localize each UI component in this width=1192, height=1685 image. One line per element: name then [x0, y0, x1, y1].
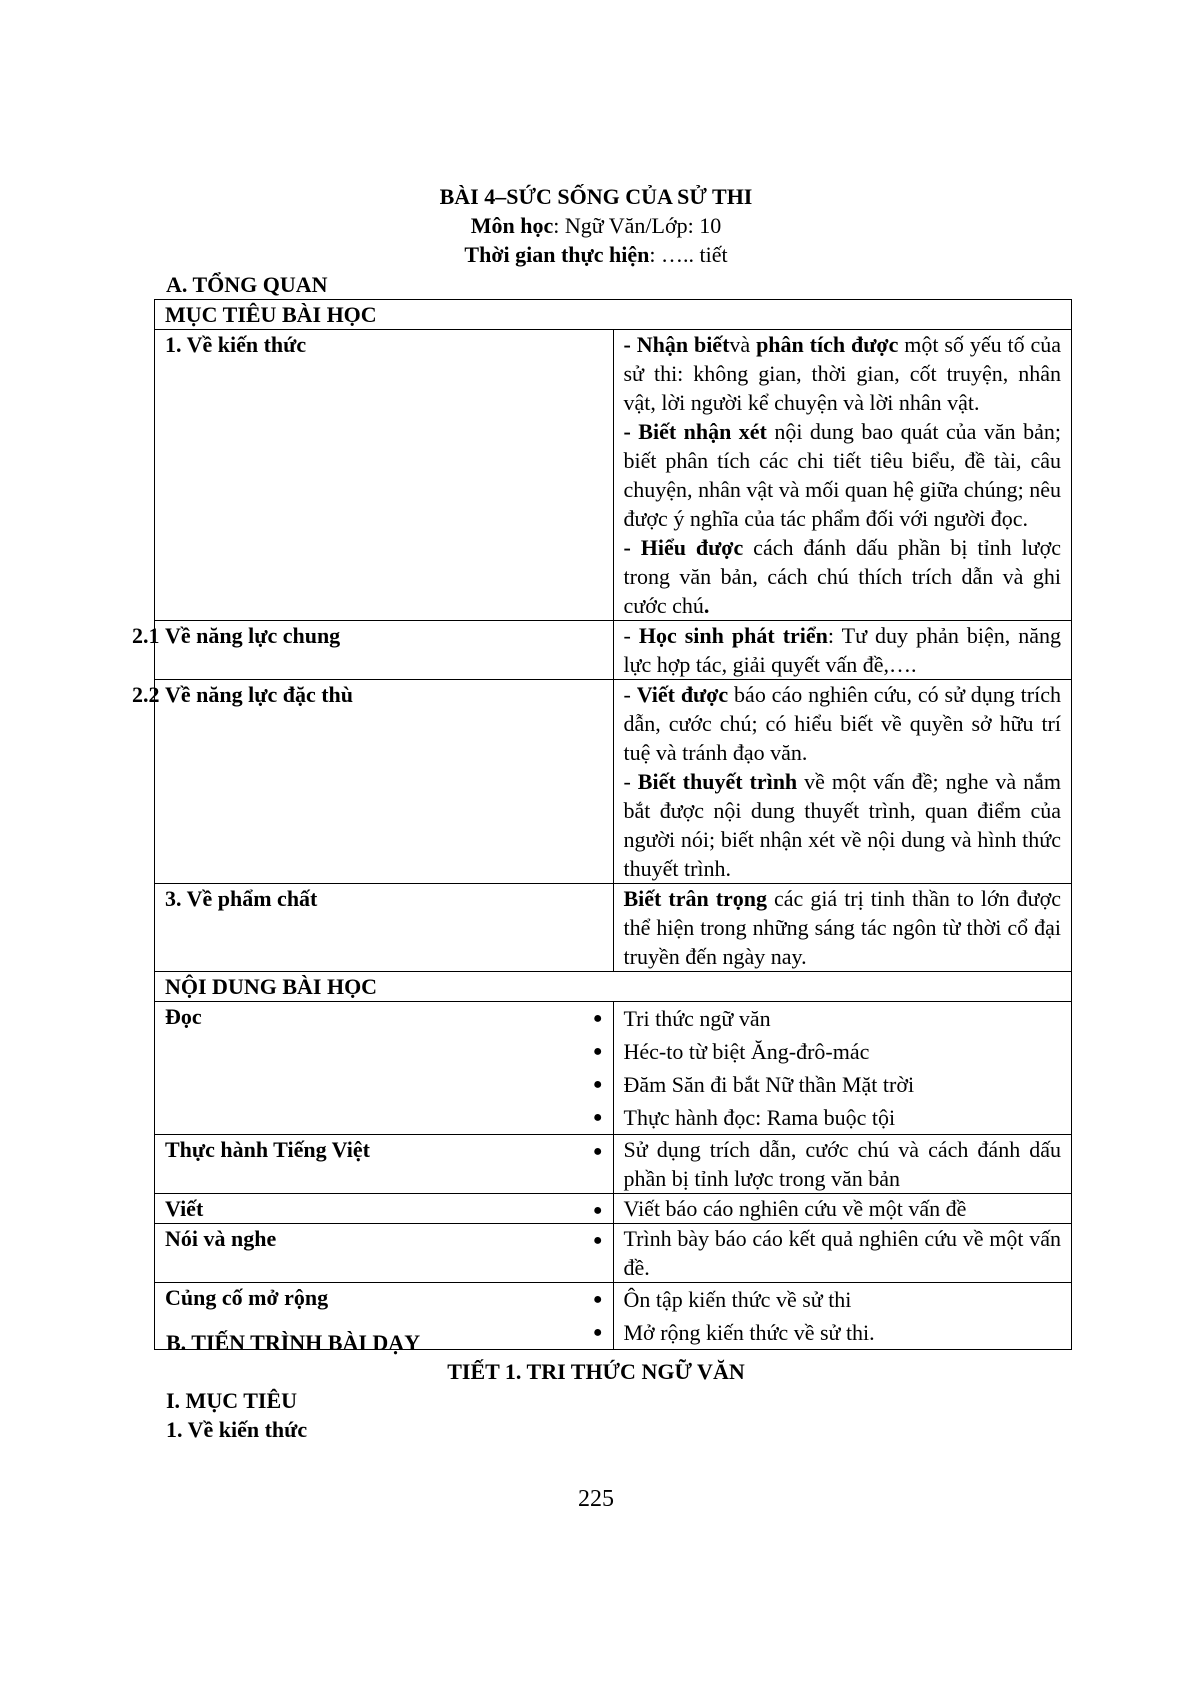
section-a-heading: A. TỔNG QUAN: [166, 272, 328, 297]
list-item: Thực hành đọc: Rama buộc tội: [623, 1105, 896, 1130]
list-item: Sử dụng trích dẫn, cước chú và cách đánh dấu phần bị tỉnh lược trong văn bản: [623, 1137, 1061, 1191]
knowledge-row: [155, 330, 1072, 621]
section-b-heading: B. TIẾN TRÌNH BÀI DẠY: [166, 1330, 421, 1355]
content-heading-row: [155, 972, 1072, 1002]
knowledge-subheading: 1. Về kiến thức: [166, 1417, 308, 1442]
writing-label: Viết ●: [155, 1194, 614, 1224]
content-heading: NỘI DUNG BÀI HỌC: [155, 972, 1072, 1002]
list-item: Trình bày báo cáo kết quả nghiên cứu về một vấn đề.: [623, 1226, 1061, 1280]
subject-line: Môn học: Ngữ Văn/Lớp: 10: [470, 213, 722, 238]
speaking-label: Nói và nghe ●: [155, 1224, 614, 1283]
objectives-heading-row: [155, 300, 1072, 330]
specific-competence-content: - Viết được báo cáo nghiên cứu, có sử dụng trích dẫn, cước chú; có hiểu biết về quyền sở hữu trí tuệ và tránh đạo văn. - Biết thuyết trình về một vấn đề; nghe và nắm bắt được nội dung thuyết trình, quan điểm của người nói; biết nhận xét về nội dung và hình thức thuyết trình.: [613, 680, 1072, 884]
list-item: Ôn tập kiến thức về sử thi: [623, 1287, 852, 1312]
consolidation-items: [613, 1283, 1072, 1350]
quality-row: [155, 884, 1072, 972]
content-row-vietnamese-practice: [155, 1135, 1072, 1194]
vietnamese-practice-items: [613, 1135, 1072, 1194]
content-row-speaking: [155, 1224, 1072, 1283]
knowledge-label: 1. Về kiến thức: [155, 330, 614, 621]
lesson-title: TIẾT 1. TRI THỨC NGỮ VĂN: [447, 1359, 745, 1384]
page-number: 225: [578, 1486, 614, 1512]
list-item: Mở rộng kiến thức về sử thi.: [623, 1320, 875, 1345]
writing-items: [613, 1194, 1072, 1224]
general-competence-content: - Học sinh phát triển: Tư duy phản biện, năng lực hợp tác, giải quyết vấn đề,….: [613, 621, 1072, 680]
quality-content: Biết trân trọng các giá trị tinh thần to lớn được thể hiện trong những sáng tác ngôn từ thời cổ đại truyền đến ngày nay.: [613, 884, 1072, 972]
overview-table: [132, 299, 1072, 1350]
quality-label: 3. Về phẩm chất: [155, 884, 614, 972]
list-item: Viết báo cáo nghiên cứu về một vấn đề: [623, 1196, 967, 1221]
list-item: Tri thức ngữ văn: [623, 1006, 771, 1031]
objectives-subheading: I. MỤC TIÊU: [166, 1388, 298, 1413]
specific-competence-row: [155, 680, 1072, 884]
general-competence-row: [155, 621, 1072, 680]
objectives-heading: MỤC TIÊU BÀI HỌC: [155, 300, 1072, 330]
specific-competence-label: 2.2 Về năng lực đặc thù: [155, 680, 614, 884]
list-item: Đăm Săn đi bắt Nữ thần Mặt trời: [623, 1072, 915, 1097]
general-competence-label: 2.1 Về năng lực chung: [155, 621, 614, 680]
consolidation-label: Củng cố mở rộng ● ●: [155, 1283, 614, 1350]
list-item: Héc-to từ biệt Ăng-đrô-mác: [623, 1039, 870, 1064]
vietnamese-practice-label: Thực hành Tiếng Việt ●: [155, 1135, 614, 1194]
content-row-reading: [155, 1002, 1072, 1135]
reading-label: Đọc ● ● ● ●: [155, 1002, 614, 1135]
reading-items: [613, 1002, 1072, 1135]
knowledge-content: - Nhận biếtvà phân tích được một số yếu tố của sử thi: không gian, thời gian, cốt truyện, nhân vật, lời người kể chuyện và lời nhân vật. - Biết nhận xét nội dung bao quát của văn bản; biết phân tích các chi tiết tiêu biểu, đề tài, câu chuyện, nhân vật và mối quan hệ giữa chúng; nêu được ý nghĩa của tác phẩm đối với người đọc. - Hiểu được cách đánh dấu phần bị tỉnh lược trong văn bản, cách chú thích trích dẫn và ghi cước chú.: [613, 330, 1072, 621]
time-line: Thời gian thực hiện: ….. tiết: [464, 242, 728, 267]
document-title: BÀI 4–SỨC SỐNG CỦA SỬ THI: [439, 184, 753, 209]
content-row-writing: [155, 1194, 1072, 1224]
speaking-items: [613, 1224, 1072, 1283]
